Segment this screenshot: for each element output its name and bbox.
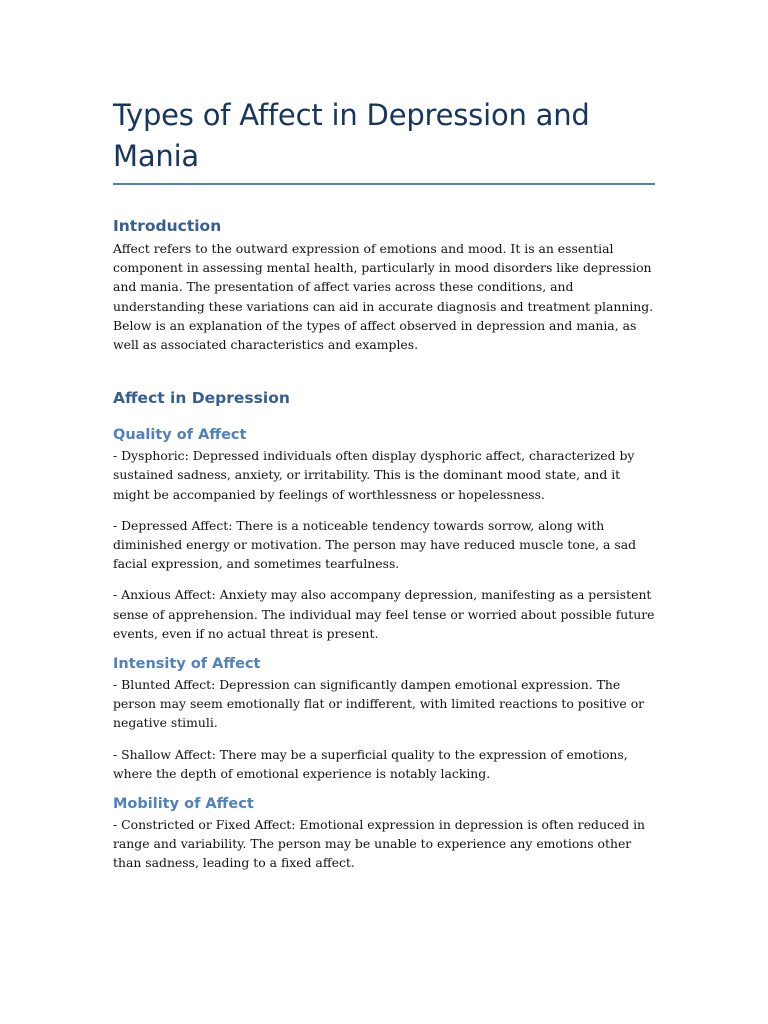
paragraph-anxious-affect: - Anxious Affect: Anxiety may also accompany depression, manifesting as a persistent sense of apprehension. The individual may feel tense or worried about possible future events, even if no actual threat is present. — [113, 587, 655, 641]
paragraph-dysphoric: - Dysphoric: Depressed individuals often display dysphoric affect, characterized by sustained sadness, anxiety, or irritability. This is the dominant mood state, and it might be accompanied by feelings of worthlessness or hopelessness. — [113, 448, 635, 502]
section-heading-depression: Affect in Depression — [113, 389, 290, 408]
paragraph-shallow-affect: - Shallow Affect: There may be a superficial quality to the expression of emotions, where the depth of emotional experience is notably lacking. — [113, 746, 628, 781]
document-page — [113, 0, 655, 873]
section-heading-introduction: Introduction — [113, 217, 222, 235]
paragraph-blunted-affect: - Blunted Affect: Depression can significantly dampen emotional expression. The person may seem emotionally flat or indifferent, with limited reactions to positive or negative stimuli. — [113, 677, 645, 731]
title-underline — [113, 183, 655, 185]
subheading-mobility-of-affect: Mobility of Affect — [113, 796, 254, 813]
introduction-paragraph: Affect refers to the outward expression of emotions and mood. It is an essential component in assessing mental health, particularly in mood disorders like depression and mania. The presentation of affect varies across these conditions, and understanding these variations can aid in accurate diagnosis and treatment planning. Below is an explanation of the types of affect observed in depression and mania, as well as associated characteristics and examples. — [113, 241, 654, 353]
subheading-intensity-of-affect: Intensity of Affect — [113, 656, 261, 673]
paragraph-constricted-affect: - Constricted or Fixed Affect: Emotional expression in depression is often reduced in range and variability. The person may be unable to experience any emotions other than sadness, leading to a fixed affect. — [113, 817, 646, 871]
paragraph-depressed-affect: - Depressed Affect: There is a noticeable tendency towards sorrow, along with diminished energy or motivation. The person may have reduced muscle tone, a sad facial expression, and sometimes tearfulness. — [113, 517, 637, 572]
document-title: Types of Affect in Depression and Mania — [113, 98, 590, 173]
subheading-quality-of-affect: Quality of Affect — [113, 427, 247, 444]
